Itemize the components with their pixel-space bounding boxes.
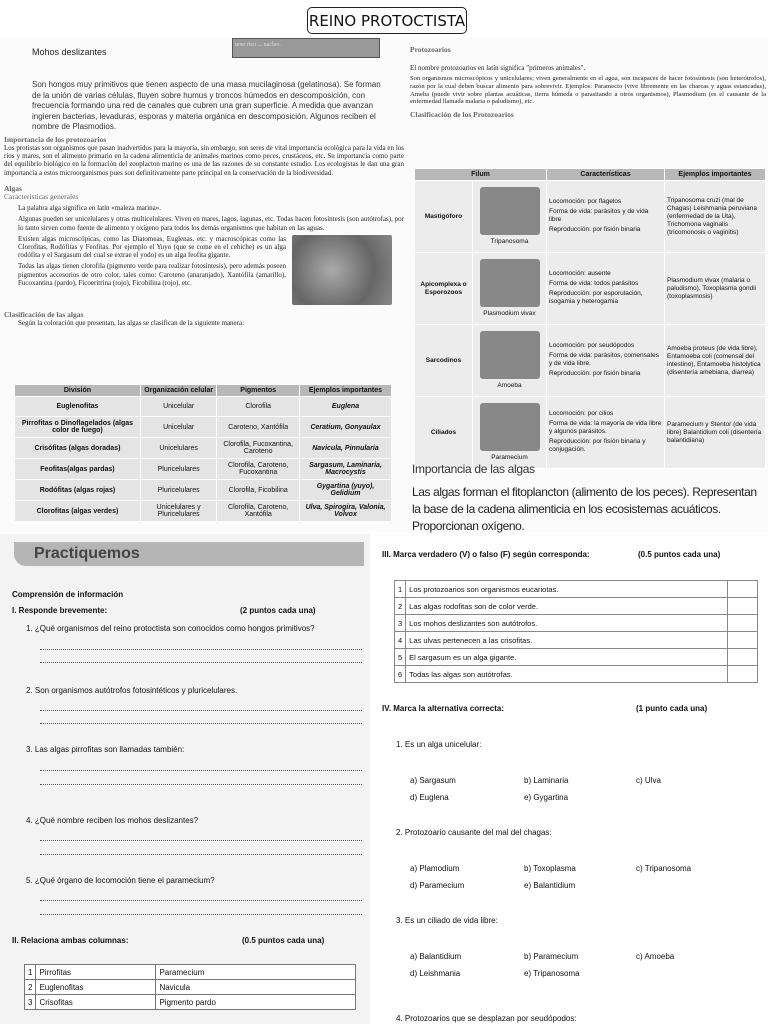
table-row (395, 632, 758, 649)
table-row (15, 501, 392, 522)
organism-image-cell (473, 181, 547, 253)
filum-cell: Apicomplexa o Esporozoos (415, 253, 473, 325)
question-3: 3. Las algas pirrofitas son llamadas también: (26, 745, 185, 754)
statement: Todas las algas son autótrofas. (406, 666, 728, 683)
imp-algas-text: Las algas forman el fitoplancton (alimento de los peces). Representan la base de la cadena alimenticia en los ecosistemas acuáticos. Proporcionan oxígeno. (412, 485, 757, 533)
row-number: 3 (25, 995, 36, 1010)
table-row (15, 438, 392, 459)
relate-table (24, 964, 356, 1010)
division-cell: Rodófitas (algas rojas) (15, 480, 141, 501)
statement: Las ulvas pertenecen a las crisofitas. (406, 632, 728, 649)
pigmentos-cell: Caroteno, Xantófila (217, 417, 300, 438)
algas-p4: Todas las algas tienen clorofila (pigmento verde para realizar fotosíntesis), pero además poseen pigmentos accesorios de otro color, tales como: Caroteno (anaranjado), Xantófila (amarillo), Fucoxantina (pardo), Ficoeritrina (rojo), Ficobilina (rojo), etc. (18, 262, 286, 287)
pigmentos-cell: Clorofila (217, 397, 300, 417)
exercise-section (0, 534, 768, 1024)
ejemplos-cell: Euglena (300, 397, 392, 417)
row-number: 2 (395, 598, 406, 615)
reading-section (0, 38, 768, 532)
ejemplos-cell: Ulva, Spirogira, Valonia, Volvox (300, 501, 392, 522)
ejemplos-cell: Navicula, Pinnularia (300, 438, 392, 459)
caracteristica-line: Locomoción: ausente (549, 269, 611, 277)
division-cell: Pirrofitas o Dinoflagelados (algas color de fuego) (15, 417, 141, 438)
option-e[interactable]: e) Tripanosoma (524, 969, 580, 978)
option-a[interactable]: a) Plamodium (410, 864, 460, 873)
answer-box[interactable] (728, 666, 758, 683)
answer-box[interactable] (728, 632, 758, 649)
image-caption: Tripanosoma (490, 238, 529, 245)
ejemplos-cell: Amoeba proteus (de vida libre), Entamoeba coli (comensal del intestino), Entamoeba histolytica (disentería amebiana, diarrea) (665, 325, 766, 397)
col-header: Ejemplos importantes (300, 385, 392, 397)
image-caption: Paramecium (491, 454, 528, 461)
column-a-item: Pirrofitas (36, 965, 156, 980)
division-cell: Clorofitas (algas verdes) (15, 501, 141, 522)
answer-line[interactable] (40, 914, 362, 915)
question-1: 1. ¿Qué organismos del reino protoctista son conocidos como hongos primitivos? (26, 624, 315, 633)
ejemplos-cell: Sargasum, Laminaria, Macrocystis (300, 459, 392, 480)
protozoarios-p1: El nombre protozoarios en latín significa "primeros animales". (410, 64, 586, 73)
practice-right (378, 534, 768, 1024)
answer-line[interactable] (40, 784, 362, 785)
statement: El sargasum es un alga gigante. (406, 649, 728, 666)
mohos-title: Mohos deslizantes (32, 47, 107, 57)
column-a-item: Euglenofitas (36, 980, 156, 995)
organizacion-cell: Unicelular (140, 417, 216, 438)
col-header: Pigmentos (217, 385, 300, 397)
caracteristica-line: Forma de vida: todos parásitos (549, 279, 639, 287)
option-b[interactable]: b) Laminaria (524, 776, 569, 785)
column-b-item: Pigmento pardo (156, 995, 356, 1010)
table-row (15, 397, 392, 417)
section-1-title: I. Responde brevemente: (12, 606, 108, 615)
clas-algas-heading: Clasificación de las algas (4, 309, 84, 319)
micrograph-image (480, 259, 540, 307)
banner-label: Practiquemos (34, 545, 140, 562)
answer-line[interactable] (40, 662, 362, 663)
clas-algas-text: Según la coloración que presentan, las algas se clasifican de la siguiente manera: (18, 318, 245, 327)
organism-image-cell (473, 397, 547, 469)
division-cell: Euglenofitas (15, 397, 141, 417)
organism-image-cell (473, 253, 547, 325)
caracteristica-line: Reproducción: por fisión binaria (549, 369, 641, 377)
table-row (395, 649, 758, 666)
mc-question: 2. Protozoario causante del mal del chagas: (396, 828, 552, 837)
option-b[interactable]: b) Paramecium (524, 952, 579, 961)
option-c[interactable]: c) Amoeba (636, 952, 675, 961)
table-row (395, 598, 758, 615)
mc-question: 3. Es un ciliado de vida libre: (396, 916, 498, 925)
table-row (415, 325, 766, 397)
ejemplos-cell: Gygartina (yuyo), Gelidium (300, 480, 392, 501)
mc-question: 1. Es un alga unicelular: (396, 740, 482, 749)
caracteristica-line: Forma de vida: parásitos, comensales y de vida libre. (549, 351, 659, 367)
mohos-text: Son hongos muy primitivos que tienen aspecto de una masa mucilaginosa (gelatinosa). Se forman de la unión de varias células, fluyen sobre humus y troncos húmedos en descomposición, con frecuencia formando una red de canales que cubren una gran superficie. A medida que avanzan ingieren bacterias, levaduras, esporas y materia orgánica en descomposición. Algunos reciben el nombre de Plasmodios. (32, 80, 381, 132)
caracteristica-line: Reproducción: por fisión binaria (549, 225, 641, 233)
algas-p2: Algunas pueden ser unicelulares y otras multicelulares. Viven en mares, lagos, lagunas, etc. Todas hacen fotosíntesis (son autótrofas), por lo tanto sirven como fuente de alimento y oxígeno para todos los demás organismos que habitan en las aguas. (18, 215, 404, 232)
ejemplos-cell: Paramecium y Stentor (de vida libre) Balantidium coli (disentería balantidiana) (665, 397, 766, 469)
column-a-item: Crisofitas (36, 995, 156, 1010)
imp-proto-text: Los protistas son organismos que pasan inadvertidos para la mayoría, sin embargo, son seres de vital importancia ecológica para la vida en los ríos y mares, son el alimento primario en la cadena alimenticia de animales marinos como peces, crustáceos, etc. Su importancia como parte del equilibrio biológico en la formación del zooplacton marino es una de las razones de su constante estudio. Los ecologistas le dan una gran importancia a estos microorganismos pues son definitivamente parte principal en la conservación de la biodiversidad. (4, 143, 404, 177)
answer-box[interactable] (728, 649, 758, 666)
table-row (25, 995, 356, 1010)
imp-algas-block (412, 462, 764, 535)
organism-image-cell (473, 325, 547, 397)
table-row (15, 459, 392, 480)
caracteristicas-cell (547, 397, 665, 469)
caracteristicas-cell (547, 253, 665, 325)
mc-question-4: 4. Protozoarios que se desplazan por seudópodos: (396, 1014, 577, 1023)
organizacion-cell: Unicelulares (140, 438, 216, 459)
answer-line[interactable] (40, 900, 362, 901)
organizacion-cell: Unicelular (140, 397, 216, 417)
column-b-item: Paramecium (156, 965, 356, 980)
pigmentos-cell: Clorofila, Ficobilina (217, 480, 300, 501)
table-row (15, 480, 392, 501)
column-b-item: Navicula (156, 980, 356, 995)
row-number: 1 (395, 581, 406, 598)
answer-line[interactable] (40, 854, 362, 855)
practice-left (0, 534, 370, 1024)
option-d[interactable]: d) Leishmania (410, 969, 461, 978)
table-row (395, 581, 758, 598)
col-header: Características (547, 169, 665, 181)
image-caption: Amoeba (497, 382, 522, 389)
left-column (4, 38, 404, 327)
table-row (415, 253, 766, 325)
filum-cell: Sarcodinos (415, 325, 473, 397)
caracteristicas-cell (547, 325, 665, 397)
true-false-table (394, 580, 758, 683)
table-row (25, 980, 356, 995)
algas-table (14, 384, 392, 522)
statement: Las algas rodofitas son de color verde. (406, 598, 728, 615)
option-a[interactable]: a) Sargasum (410, 776, 456, 785)
imp-algas-heading: Importancia de las algas (412, 462, 535, 476)
algae-photo (292, 235, 392, 305)
row-number: 5 (395, 649, 406, 666)
comp-heading: Comprensión de información (12, 590, 124, 599)
option-c[interactable]: c) Ulva (636, 776, 661, 785)
algas-p3: Existen algas microscópicas, como las Diatomeas, Euglenas, etc. y macroscópicas como las Clorofitas, Rodófitas y Feofitas. Por ejemplo el Yuyo (que se come en el cebiche) es un alga rodófita y el Sargasum del cual se extrae el yodo) es un alga feofita gigante. (18, 234, 286, 260)
table-row (15, 417, 392, 438)
question-2: 2. Son organismos autótrofos fotosintéticos y pluricelulares. (26, 686, 238, 695)
algas-heading: Algas (4, 183, 22, 193)
micrograph-image (480, 331, 540, 379)
option-c[interactable]: c) Tripanosoma (636, 864, 692, 873)
protozoarios-table (414, 168, 766, 469)
option-a[interactable]: a) Balantidium (410, 952, 462, 961)
table-row (415, 181, 766, 253)
option-e[interactable]: e) Balantidium (524, 881, 576, 890)
micrograph-image (480, 403, 540, 451)
right-column (410, 38, 766, 119)
table-row (25, 965, 356, 980)
option-b[interactable]: b) Toxoplasma (524, 864, 576, 873)
row-number: 2 (25, 980, 36, 995)
caracteristica-line: Locomoción: por flagelos (549, 197, 622, 205)
section-4-points: (1 punto cada una) (636, 704, 708, 713)
ejemplos-cell: Plasmodium vivax (malaria o paludismo), Toxoplasma gondii (toxoplasmosis) (665, 253, 766, 325)
answer-line[interactable] (40, 840, 362, 841)
caracteristica-line: Forma de vida: la mayoría de vida libre y algunos parásitos. (549, 419, 662, 435)
table-row (395, 615, 758, 632)
row-number: 1 (25, 965, 36, 980)
imp-proto-heading: Importancia de los protozoarios (4, 134, 107, 144)
answer-box[interactable] (728, 615, 758, 632)
question-5: 5. ¿Qué órgano de locomoción tiene el paramecium? (26, 876, 215, 885)
section-2-title: II. Relaciona ambas columnas: (12, 936, 129, 945)
answer-box[interactable] (728, 598, 758, 615)
caracteristicas-cell (547, 181, 665, 253)
image-caption: Plasmodium vivax (483, 310, 536, 317)
table-row (395, 666, 758, 683)
option-d[interactable]: d) Euglena (410, 793, 449, 802)
division-cell: Crisófitas (algas doradas) (15, 438, 141, 459)
col-header: División (15, 385, 141, 397)
filum-cell: Ciliados (415, 397, 473, 469)
section-1-points: (2 puntos cada una) (240, 606, 316, 615)
pigmentos-cell: Clorofila, Caroteno, Xantófila (217, 501, 300, 522)
col-header: Organización celular (140, 385, 216, 397)
practiquemos-banner (14, 542, 364, 566)
section-2-points: (0.5 puntos cada una) (242, 936, 325, 945)
caracteristica-line: Locomoción: por seudópodos (549, 341, 635, 349)
section-4-title: IV. Marca la alternativa correcta: (382, 704, 504, 713)
row-number: 3 (395, 615, 406, 632)
ejemplos-cell: Tripanosoma cruzi (mal de Chagas) Leishmania peruviana (enfermedad de la Uta), Trichomona vaginalis (tricomonosis o vaginitis) (665, 181, 766, 253)
algas-subheading: Características generales (4, 191, 79, 201)
answer-line[interactable] (40, 723, 362, 724)
row-number: 6 (395, 666, 406, 683)
organizacion-cell: Unicelulares y Pluricelulares (140, 501, 216, 522)
ejemplos-cell: Ceratium, Gonyaulax (300, 417, 392, 438)
caracteristica-line: Forma de vida: parásitos y de vida libre (549, 207, 649, 223)
answer-box[interactable] (728, 581, 758, 598)
pigmentos-cell: Clorofila, Caroteno, Fucoxantina (217, 459, 300, 480)
clas-proto-heading: Clasificación de los Protozoarios (410, 109, 514, 119)
algas-p1: La palabra alga significa en latín «maleza marina». (18, 204, 162, 213)
organizacion-cell: Pluricelulares (140, 480, 216, 501)
answer-line[interactable] (40, 710, 362, 711)
question-4: 4. ¿Qué nombre reciben los mohos deslizantes? (26, 816, 199, 825)
statement: Los protozoarios son organismos eucariotas. (406, 581, 728, 598)
table-row (415, 397, 766, 469)
answer-line[interactable] (40, 649, 362, 650)
col-header: Filum (415, 169, 547, 181)
col-header: Ejemplos importantes (665, 169, 766, 181)
division-cell: Feofitas(algas pardas) (15, 459, 141, 480)
section-3-points: (0.5 puntos cada una) (638, 550, 721, 559)
section-3-title: III. Marca verdadero (V) o falso (F) según corresponda: (382, 550, 590, 559)
protozoarios-heading: Protozoarios (410, 45, 451, 54)
row-number: 4 (395, 632, 406, 649)
protozoarios-p2: Son organismos microscópicos y unicelulares; viven generalmente en el agua, son incapaces de hacer fotosíntesis (son heterótrofos), razón por la cual deben buscar alimento para sobrevivir. Ejemplos: Paramecio (vive libremente en las charcas y aguas estancadas), Ameba (puede vivir sobre plantas acuáticas, tierra húmeda o parasitando a otros organismos), Plasmodium (es el causante de la enfermedad llamada malaria o paludismo), etc. (410, 75, 766, 106)
caracteristica-line: Reproducción: por fisión binaria y conjugación. (549, 437, 646, 453)
option-e[interactable]: e) Gygartina (524, 793, 569, 802)
filum-cell: Mastigóforo (415, 181, 473, 253)
answer-line[interactable] (40, 770, 362, 771)
organizacion-cell: Pluricelulares (140, 459, 216, 480)
greybox-note: teno rico ... nacleo. (232, 38, 380, 58)
caracteristica-line: Reproducción: por esporulación, isogamia y heterogamia (549, 289, 643, 305)
statement: Los mohos deslizantes son autótrofos. (406, 615, 728, 632)
option-d[interactable]: d) Paramecium (410, 881, 465, 890)
pigmentos-cell: Clorofila, Fucoxantina, Caroteno (217, 438, 300, 459)
micrograph-image (480, 187, 540, 235)
page-title: REINO PROTOCTISTA (307, 7, 467, 34)
caracteristica-line: Locomoción: por cilios (549, 409, 614, 417)
